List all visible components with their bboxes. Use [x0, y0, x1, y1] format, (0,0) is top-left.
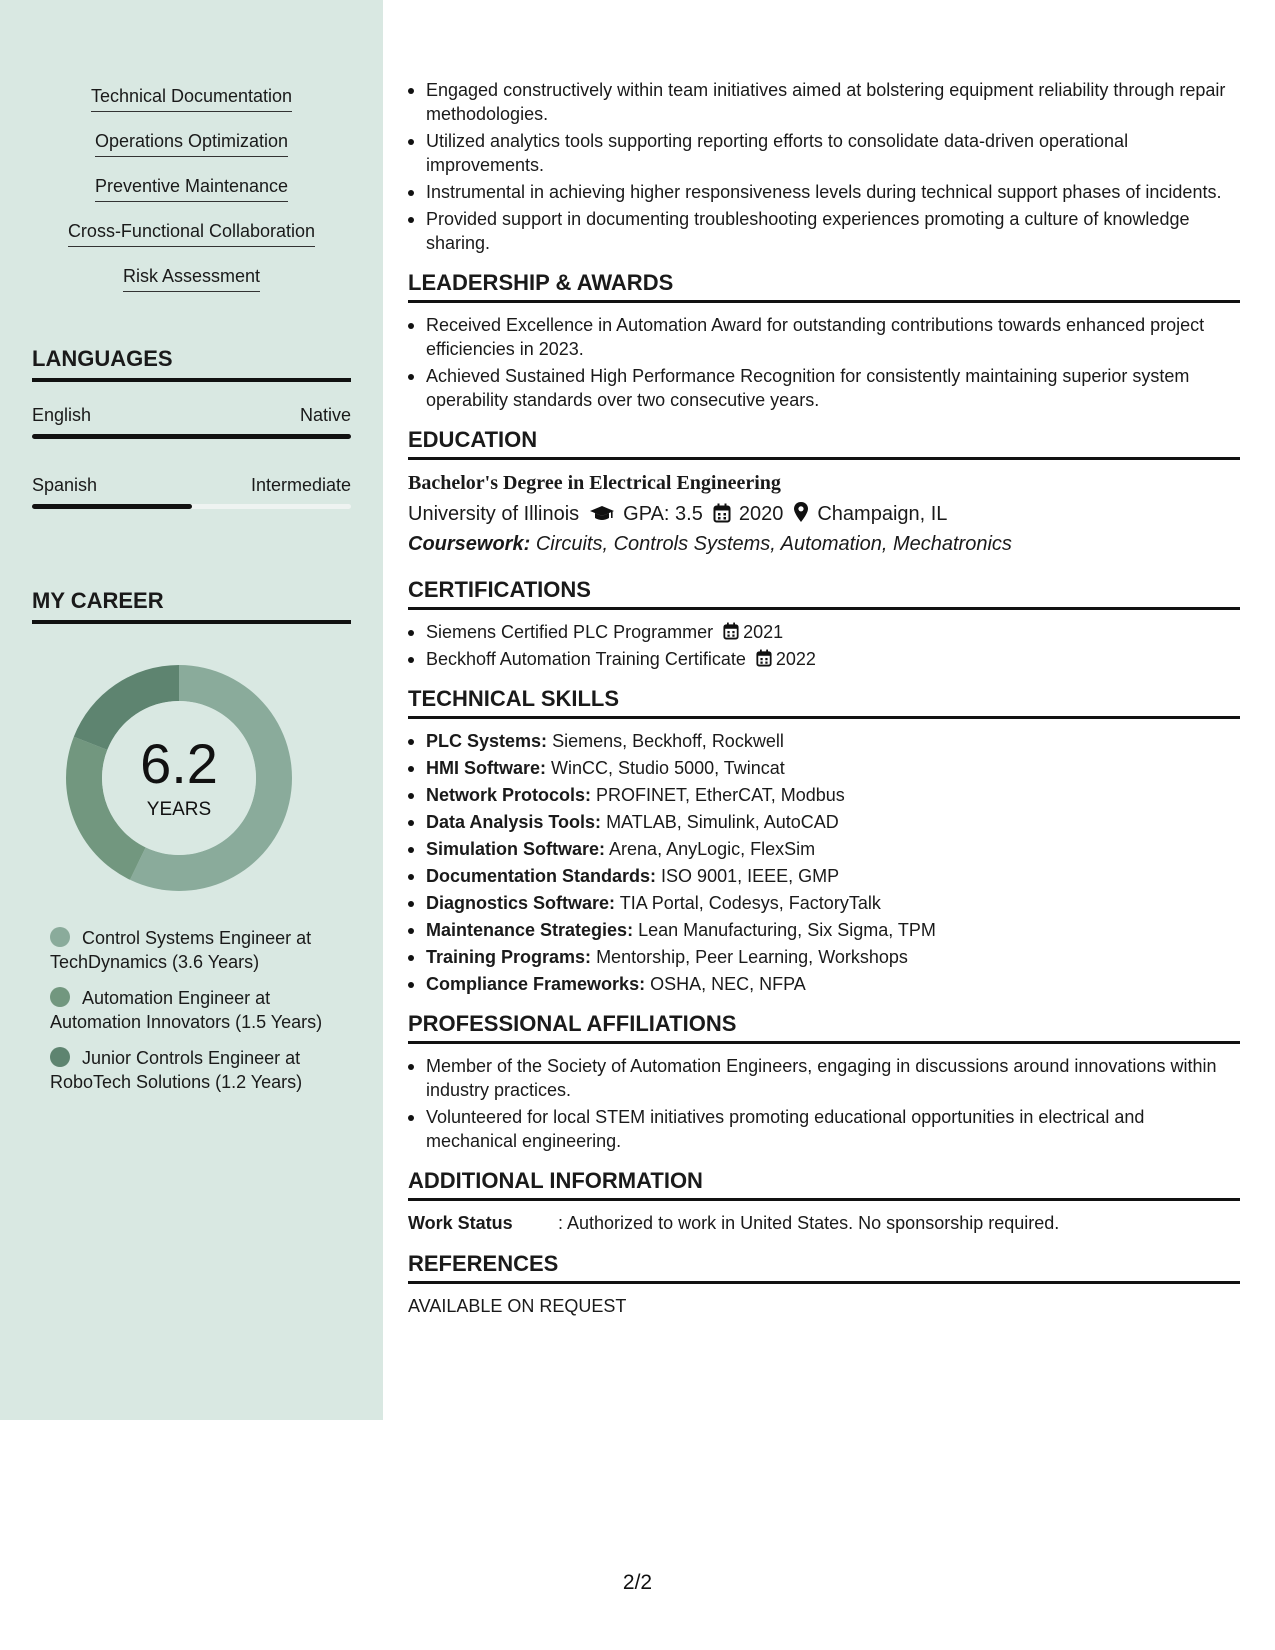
career-dot-icon	[50, 1047, 70, 1067]
certification-year: 2022	[775, 649, 816, 669]
work-status-row	[408, 1211, 1240, 1235]
career-total-years: 6.2	[140, 732, 218, 795]
leadership-list	[408, 313, 1240, 412]
education-heading: EDUCATION	[408, 427, 1240, 460]
calendar-icon	[756, 649, 772, 667]
language-level: Intermediate	[250, 475, 351, 495]
technical-skills-heading: TECHNICAL SKILLS	[408, 686, 1240, 719]
skill-label: Maintenance Strategies:	[426, 920, 634, 940]
skill-value: WinCC, Studio 5000, Twincat	[551, 758, 785, 778]
coursework-value: Circuits, Controls Systems, Automation, Mechatronics	[535, 533, 1012, 555]
skill-value: Arena, AnyLogic, FlexSim	[609, 839, 816, 859]
list-item	[408, 891, 1240, 915]
affiliations-heading: PROFESSIONAL AFFILIATIONS	[408, 1011, 1240, 1044]
language-bar-english	[32, 434, 351, 439]
list-item	[408, 837, 1240, 861]
certification-name: Siemens Certified PLC Programmer	[426, 622, 714, 642]
list-item	[408, 972, 1240, 996]
career-dot-icon	[50, 987, 70, 1007]
calendar-icon	[713, 503, 731, 523]
work-status-value: : Authorized to work in United States. No sponsorship required.	[558, 1213, 1060, 1233]
skill-value: Siemens, Beckhoff, Rockwell	[552, 731, 784, 751]
skill-label: Simulation Software:	[426, 839, 606, 859]
location-pin-icon	[793, 501, 809, 523]
languages-heading: LANGUAGES	[32, 346, 351, 382]
leadership-heading: LEADERSHIP & AWARDS	[408, 270, 1240, 303]
list-item: Engaged constructively within team initiatives aimed at bolstering equipment reliability through repair methodologies.	[408, 78, 1240, 126]
calendar-icon	[723, 622, 739, 640]
language-fill	[32, 504, 192, 509]
skill-label: HMI Software:	[426, 758, 547, 778]
skill-tag: Risk Assessment	[123, 266, 260, 292]
school-name: University of Illinois	[408, 503, 580, 525]
skill-value: Lean Manufacturing, Six Sigma, TPM	[638, 920, 936, 940]
list-item	[408, 945, 1240, 969]
skill-tag: Cross-Functional Collaboration	[68, 221, 315, 247]
career-item	[50, 986, 340, 1034]
page-number: 2/2	[622, 1571, 653, 1594]
list-item	[408, 783, 1240, 807]
list-item	[408, 647, 1240, 671]
skill-tag: Preventive Maintenance	[95, 176, 288, 202]
graduation-year: 2020	[738, 503, 784, 525]
language-bar-spanish	[32, 504, 351, 509]
list-item: Achieved Sustained High Performance Recognition for consistently maintaining superior system operability standards over two consecutive years.	[408, 364, 1240, 412]
language-row-spanish	[32, 474, 351, 496]
main-content	[408, 78, 1240, 1318]
skill-label: Diagnostics Software:	[426, 893, 616, 913]
coursework-label: Coursework:	[408, 533, 531, 555]
degree-title: Bachelor's Degree in Electrical Engineering	[408, 472, 781, 494]
work-status-label: Work Status	[408, 1213, 513, 1233]
technical-skills-list	[408, 729, 1240, 996]
certifications-list	[408, 620, 1240, 671]
language-name: English	[32, 405, 92, 425]
certification-year: 2021	[743, 622, 784, 642]
list-item: Provided support in documenting troubleshooting experiences promoting a culture of knowledge sharing.	[408, 207, 1240, 255]
career-total-unit: YEARS	[146, 799, 212, 820]
career-dot-icon	[50, 927, 70, 947]
list-item	[408, 810, 1240, 834]
list-item: Received Excellence in Automation Award for outstanding contributions towards enhanced project efficiencies in 2023.	[408, 313, 1240, 361]
skill-label: Training Programs:	[426, 947, 592, 967]
additional-info-heading: ADDITIONAL INFORMATION	[408, 1168, 1240, 1201]
career-item-label: Automation Engineer at Automation Innovators (1.5 Years)	[50, 988, 323, 1032]
coursework	[408, 531, 1240, 557]
language-row-english	[32, 404, 351, 426]
graduation-cap-icon	[589, 505, 615, 523]
skill-value: TIA Portal, Codesys, FactoryTalk	[619, 893, 881, 913]
skill-value: OSHA, NEC, NFPA	[650, 974, 806, 994]
career-item-label: Junior Controls Engineer at RoboTech Solutions (1.2 Years)	[50, 1048, 303, 1092]
education-details	[408, 501, 1240, 527]
list-item	[408, 729, 1240, 753]
list-item	[408, 864, 1240, 888]
career-item	[50, 926, 340, 974]
skill-label: Data Analysis Tools:	[426, 812, 602, 832]
career-legend	[50, 926, 340, 1106]
language-name: Spanish	[32, 475, 98, 495]
skills-tag-list	[0, 86, 383, 311]
skill-label: PLC Systems:	[426, 731, 548, 751]
sidebar	[0, 0, 383, 1420]
list-item: Volunteered for local STEM initiatives promoting educational opportunities in electrical and mechanical engineering.	[408, 1105, 1240, 1153]
list-item: Instrumental in achieving higher responsiveness levels during technical support phases of incidents.	[408, 180, 1240, 204]
skill-label: Network Protocols:	[426, 785, 592, 805]
skill-value: PROFINET, EtherCAT, Modbus	[596, 785, 845, 805]
skill-value: Mentorship, Peer Learning, Workshops	[596, 947, 908, 967]
references-heading: REFERENCES	[408, 1251, 1240, 1284]
skill-tag: Operations Optimization	[95, 131, 288, 157]
list-item	[408, 918, 1240, 942]
certification-name: Beckhoff Automation Training Certificate	[426, 649, 746, 669]
career-item-label: Control Systems Engineer at TechDynamics (3.6 Years)	[50, 928, 312, 972]
language-level: Native	[299, 405, 351, 425]
skill-label: Compliance Frameworks:	[426, 974, 646, 994]
skill-label: Documentation Standards:	[426, 866, 657, 886]
list-item	[408, 620, 1240, 644]
experience-bullets	[408, 78, 1240, 255]
affiliations-list	[408, 1054, 1240, 1153]
career-heading: MY CAREER	[32, 588, 351, 624]
skill-value: ISO 9001, IEEE, GMP	[661, 866, 840, 886]
certifications-heading: CERTIFICATIONS	[408, 577, 1240, 610]
language-fill	[32, 434, 351, 439]
list-item: Member of the Society of Automation Engineers, engaging in discussions around innovations within industry practices.	[408, 1054, 1240, 1102]
skill-tag: Technical Documentation	[91, 86, 292, 112]
list-item: Utilized analytics tools supporting reporting efforts to consolidate data-driven operational improvements.	[408, 129, 1240, 177]
list-item	[408, 756, 1240, 780]
skill-value: MATLAB, Simulink, AutoCAD	[606, 812, 839, 832]
career-item	[50, 1046, 340, 1094]
school-location: Champaign, IL	[817, 503, 948, 525]
gpa: GPA: 3.5	[623, 503, 703, 525]
references-text: AVAILABLE ON REQUEST	[408, 1296, 627, 1316]
